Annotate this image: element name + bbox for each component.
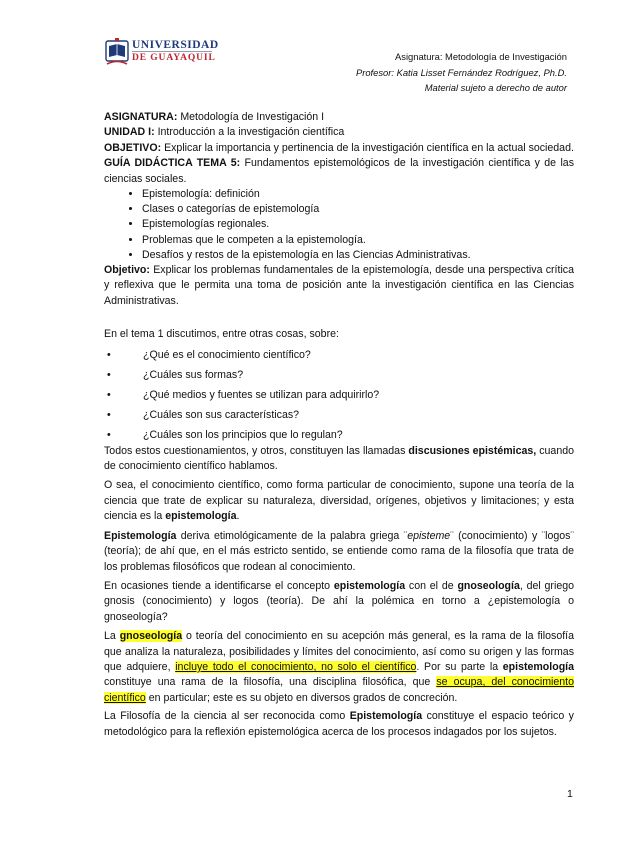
paragraph-6 <box>104 709 574 740</box>
text-run: en particular; este es su objeto en diversos grados de concreción. <box>145 691 458 704</box>
text-run: O sea, el conocimiento científico, como forma particular de conocimiento, supone una teoría de la ciencia que trate de explicar su naturaleza, diversidad, orígenes, objetivos y limitaciones; y esta ciencia es la <box>104 479 574 523</box>
highlighted-phrase: incluye todo el conocimiento, no solo el científico <box>175 660 417 673</box>
subject-label: ASIGNATURA: <box>104 111 178 123</box>
bold-term: epistemología <box>333 579 406 592</box>
bold-term: Epistemología <box>104 529 177 542</box>
objective-line <box>104 141 574 156</box>
italic-term: episteme <box>407 529 451 542</box>
bold-term: Epistemología <box>349 710 423 723</box>
logo-subtitle: DE GUAYAQUIL <box>132 53 216 63</box>
highlighted-phrase: se ocupa, del conocimiento científico <box>104 676 574 704</box>
text-run: . Por su parte la <box>416 660 503 673</box>
text-run: , del griego gnosis (conocimiento) y logos (teoría). De ahí la polémica en torno a ¿epistemología o gnoseología? <box>104 579 574 623</box>
text-run: Todos estos cuestionamientos, y otros, constituyen las llamadas <box>104 444 409 457</box>
paragraph-4 <box>104 579 574 625</box>
objective-label: OBJETIVO: <box>104 141 162 154</box>
text-run: o teoría del conocimiento en su acepción más general, es la rama de la filosofía que analiza la naturaleza, posibilidades y límites del conocimiento, así como su origen y las formas que adquiere, <box>104 630 574 673</box>
bold-term: epistemología <box>502 660 574 673</box>
objective-paragraph <box>104 263 574 309</box>
bold-term: gnoseología <box>457 579 520 592</box>
unit-label: UNIDAD I: <box>104 126 155 139</box>
objective-value: Explicar la importancia y pertinencia de la investigación científica en la actual sociedad. <box>164 141 574 154</box>
list-item: • Clases o categorías de epistemología <box>142 202 574 217</box>
paragraph-1 <box>104 444 574 475</box>
objective2-label: Objetivo: <box>104 264 150 277</box>
unit-value: Introducción a la investigación científica <box>157 126 345 139</box>
list-item: • ¿Cuáles son los principios que lo regulan? <box>104 428 574 443</box>
paragraph-3 <box>104 529 574 575</box>
highlighted-term: gnoseología <box>119 630 183 643</box>
text-run: La Filosofía de la ciencia al ser reconocida como <box>104 710 350 723</box>
guide-label: GUÍA DIDÁCTICA TEMA 5: <box>104 157 241 170</box>
text-run: . <box>236 510 240 523</box>
header-copyright: Material sujeto a derecho de autor <box>424 82 567 93</box>
text-run: En ocasiones tiende a identificarse el concepto <box>104 579 334 592</box>
list-item: • Problemas que le competen a la epistemología. <box>142 233 574 248</box>
list-item: • ¿Qué es el conocimiento científico? <box>104 348 574 363</box>
text-run: ¨ (conocimiento) y ¨logos¨ (teoría); de ahí que, en el más estricto sentido, se entiende como rama de la filosofía que trata de los problemas filosóficos que rodean al conocimiento. <box>104 529 574 573</box>
text-run: deriva etimológicamente de la palabra griega ¨ <box>176 529 408 542</box>
objective2-text: Explicar los problemas fundamentales de la epistemología, desde una perspectiva crítica y reflexiva que le permita una toma de posición ante la investigación científica en las Ciencias Administrativas. <box>104 264 574 307</box>
paragraph-5 <box>104 629 574 706</box>
paragraph-2 <box>104 478 574 524</box>
list-item: • ¿Cuáles son sus características? <box>104 408 574 423</box>
header-subject: Asignatura: Metodología de Investigación <box>395 51 567 62</box>
list-item: • ¿Qué medios y fuentes se utilizan para adquirirlo? <box>104 388 574 403</box>
text-run: La <box>104 630 120 643</box>
topics-list <box>104 187 574 263</box>
intro-line: En el tema 1 discutimos, entre otras cosas, sobre: <box>104 328 339 341</box>
page-number: 1 <box>567 788 573 800</box>
guide-value: Fundamentos epistemológicos de la investigación científica y de las ciencias sociales. <box>104 157 574 185</box>
subject-value: Metodología de Investigación I <box>180 111 325 123</box>
guide-line <box>104 156 574 187</box>
bold-term: discusiones epistémicas, <box>408 444 537 457</box>
subject-line <box>104 110 574 125</box>
text-run: constituye una rama de la filosofía, una disciplina filosófica, que <box>104 676 437 689</box>
list-item: • ¿Cuáles sus formas? <box>104 368 574 383</box>
text-run: cuando de conocimiento científico hablamos. <box>104 444 575 473</box>
text-run: constituye el espacio teórico y metodológico para la reflexión epistemológica acerca de los procesos indagados por los sujetos. <box>104 710 574 738</box>
list-item: • Epistemologías regionales. <box>142 217 574 232</box>
list-item: • Desafíos y restos de la epistemología en las Ciencias Administrativas. <box>142 248 574 263</box>
list-item: • Epistemología: definición <box>142 187 574 202</box>
text-run: con el de <box>405 579 458 592</box>
unit-line <box>104 125 574 140</box>
header-professor: Profesor: Katia Lisset Fernández Rodríguez, Ph.D. <box>355 67 567 78</box>
questions-list <box>104 348 574 443</box>
logo-title: UNIVERSIDAD <box>132 39 219 51</box>
document-body <box>104 110 574 740</box>
book-emblem-icon <box>106 38 128 64</box>
bold-term: epistemología <box>165 510 237 523</box>
